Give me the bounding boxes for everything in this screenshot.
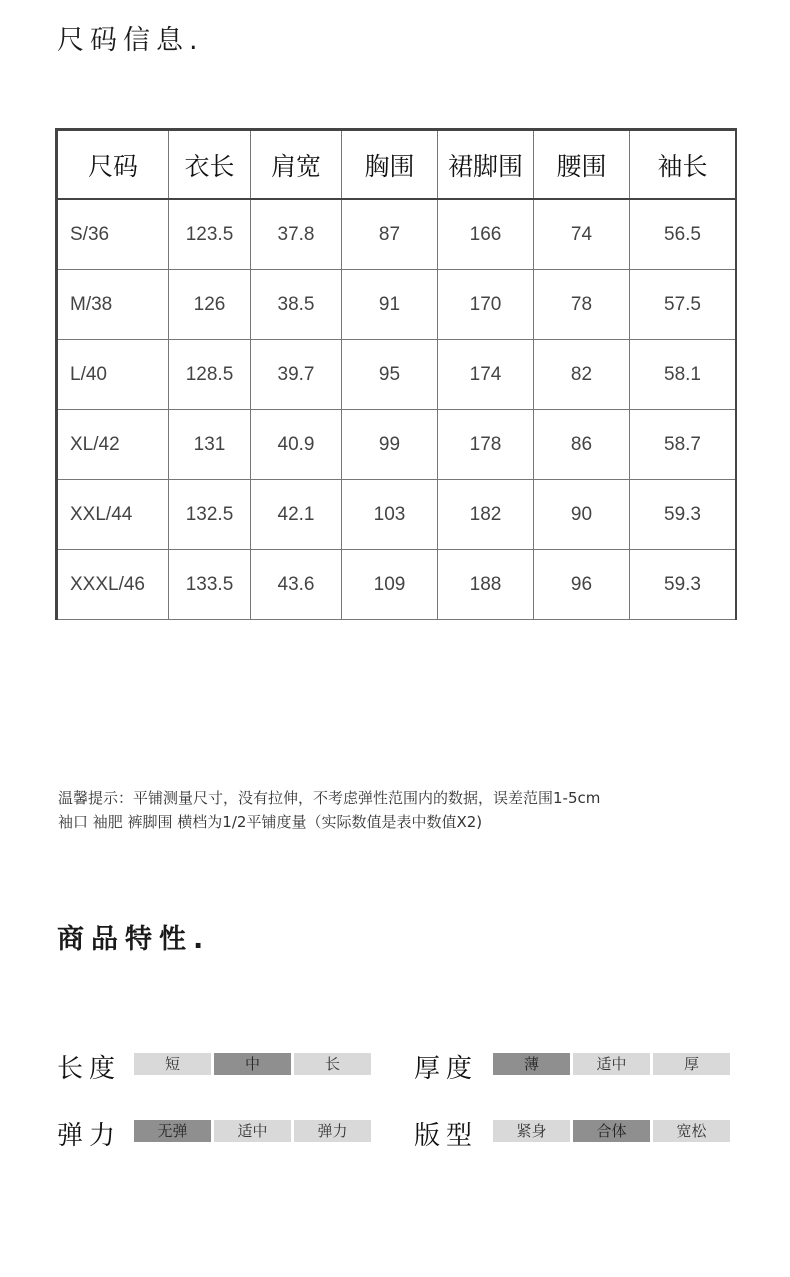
measure-cell: 132.5 — [169, 480, 251, 550]
measure-cell: 123.5 — [169, 199, 251, 270]
measure-cell: 74 — [534, 199, 630, 270]
measure-cell: 126 — [169, 270, 251, 340]
measure-cell: 95 — [342, 340, 438, 410]
measure-cell: 39.7 — [251, 340, 342, 410]
size-cell: XXXL/46 — [57, 550, 169, 620]
measure-cell: 178 — [438, 410, 534, 480]
measure-cell: 133.5 — [169, 550, 251, 620]
note-line-2: 袖口 袖肥 裤脚围 横档为1/2平铺度量（实际数值是表中数值X2) — [58, 813, 483, 831]
product-features-title: 商品特性. — [57, 924, 211, 955]
size-note — [58, 786, 600, 834]
measure-cell: 91 — [342, 270, 438, 340]
measure-cell: 42.1 — [251, 480, 342, 550]
measure-cell: 166 — [438, 199, 534, 270]
fit-label: 版型 — [414, 1121, 479, 1151]
elasticity-label: 弹力 — [57, 1121, 122, 1151]
measure-cell: 99 — [342, 410, 438, 480]
measure-cell: 170 — [438, 270, 534, 340]
measure-cell: 59.3 — [630, 550, 737, 620]
fit-option: 合体 — [573, 1120, 650, 1142]
fit-option: 紧身 — [493, 1120, 570, 1142]
table-row — [57, 480, 737, 550]
thickness-option: 薄 — [493, 1053, 570, 1075]
measure-cell: 103 — [342, 480, 438, 550]
elasticity-options — [134, 1120, 371, 1142]
measure-cell: 57.5 — [630, 270, 737, 340]
thickness-options — [493, 1053, 730, 1075]
measure-cell: 82 — [534, 340, 630, 410]
elasticity-option: 弹力 — [294, 1120, 371, 1142]
size-table — [55, 128, 737, 620]
header-size: 尺码 — [57, 130, 169, 200]
table-row — [57, 550, 737, 620]
size-cell: XL/42 — [57, 410, 169, 480]
length-label: 长度 — [57, 1054, 122, 1084]
thickness-label: 厚度 — [414, 1054, 479, 1084]
header-shoulder: 肩宽 — [251, 130, 342, 200]
length-option: 短 — [134, 1053, 211, 1075]
measure-cell: 188 — [438, 550, 534, 620]
size-cell: M/38 — [57, 270, 169, 340]
length-option: 中 — [214, 1053, 291, 1075]
measure-cell: 86 — [534, 410, 630, 480]
thickness-option: 适中 — [573, 1053, 650, 1075]
fit-option: 宽松 — [653, 1120, 730, 1142]
note-line-1: 温馨提示：平铺测量尺寸，没有拉伸，不考虑弹性范围内的数据，误差范围1-5cm — [58, 789, 601, 807]
measure-cell: 58.1 — [630, 340, 737, 410]
elasticity-option: 适中 — [214, 1120, 291, 1142]
table-row — [57, 199, 737, 270]
header-hem: 裙脚围 — [438, 130, 534, 200]
measure-cell: 109 — [342, 550, 438, 620]
measure-cell: 37.8 — [251, 199, 342, 270]
length-option: 长 — [294, 1053, 371, 1075]
measure-cell: 38.5 — [251, 270, 342, 340]
table-row — [57, 340, 737, 410]
elasticity-option: 无弹 — [134, 1120, 211, 1142]
measure-cell: 96 — [534, 550, 630, 620]
size-cell: L/40 — [57, 340, 169, 410]
header-chest: 胸围 — [342, 130, 438, 200]
size-cell: S/36 — [57, 199, 169, 270]
measure-cell: 90 — [534, 480, 630, 550]
measure-cell: 182 — [438, 480, 534, 550]
measure-cell: 56.5 — [630, 199, 737, 270]
header-length: 衣长 — [169, 130, 251, 200]
measure-cell: 59.3 — [630, 480, 737, 550]
table-row — [57, 270, 737, 340]
length-options — [134, 1053, 371, 1075]
measure-cell: 174 — [438, 340, 534, 410]
header-sleeve: 袖长 — [630, 130, 737, 200]
table-row — [57, 410, 737, 480]
measure-cell: 128.5 — [169, 340, 251, 410]
measure-cell: 58.7 — [630, 410, 737, 480]
measure-cell: 40.9 — [251, 410, 342, 480]
measure-cell: 43.6 — [251, 550, 342, 620]
measure-cell: 87 — [342, 199, 438, 270]
measure-cell: 78 — [534, 270, 630, 340]
measure-cell: 131 — [169, 410, 251, 480]
size-cell: XXL/44 — [57, 480, 169, 550]
thickness-option: 厚 — [653, 1053, 730, 1075]
table-header-row — [57, 130, 737, 200]
size-info-title: 尺码信息. — [57, 25, 204, 56]
header-waist: 腰围 — [534, 130, 630, 200]
fit-options — [493, 1120, 730, 1142]
